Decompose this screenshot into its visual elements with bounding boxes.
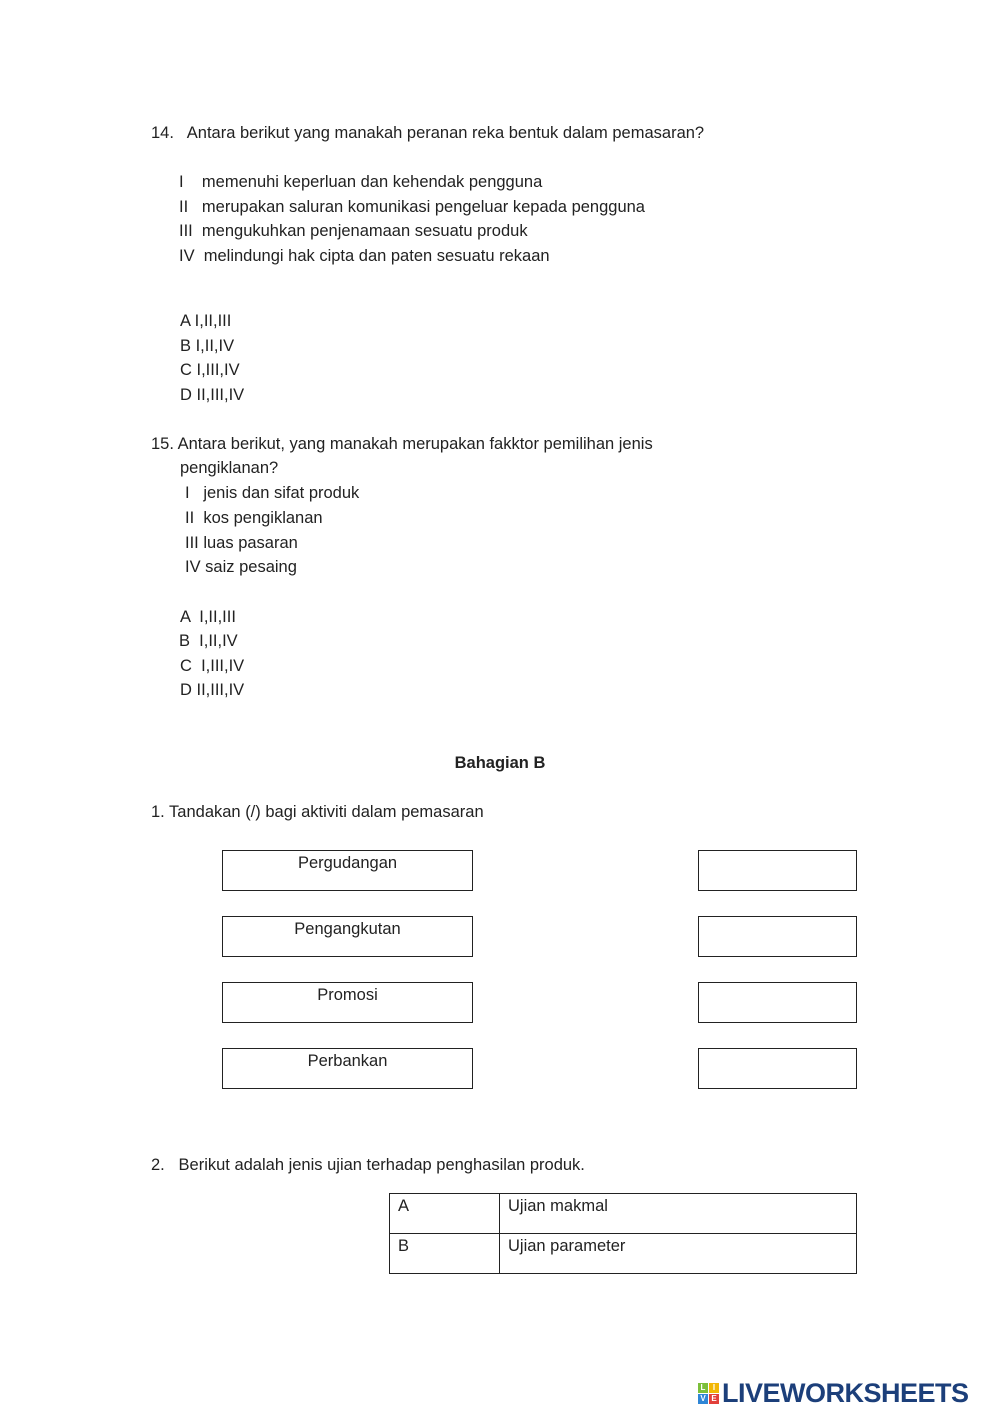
q15-option: B I,II,IV [179,632,238,650]
q14-statement: IV melindungi hak cipta dan paten sesuatu rekaan [179,247,550,265]
q14-question: 14. Antara berikut yang manakah peranan reka bentuk dalam pemasaran? [151,124,705,142]
b-q2-instruction: 2. Berikut adalah jenis ujian terhadap penghasilan produk. [151,1156,585,1174]
q15-option: C I,III,IV [180,657,245,675]
table-cell: Ujian parameter [500,1234,857,1274]
activity-label: Pengangkutan [222,916,473,957]
q14-option: A I,II,III [180,312,232,330]
q14-option: B I,II,IV [180,337,235,355]
q15-option: D II,III,IV [180,681,245,699]
section-heading: Bahagian B [454,754,546,772]
q15-statement: II kos pengiklanan [185,509,323,527]
q15-statement: IV saiz pesaing [185,558,297,576]
table-cell: B [390,1234,500,1274]
table-cell: Ujian makmal [500,1194,857,1234]
test-types-table [389,1193,857,1274]
q15-question: 15. Antara berikut, yang manakah merupakan fakktor pemilihan jenis [151,435,653,453]
b-q1-instruction: 1. Tandakan (/) bagi aktiviti dalam pemasaran [151,803,484,821]
answer-box[interactable] [698,850,857,891]
q15-statement: III luas pasaran [185,534,298,552]
activity-label: Pergudangan [222,850,473,891]
q14-statement: III mengukuhkan penjenamaan sesuatu produk [179,222,528,240]
q14-option: D II,III,IV [180,386,245,404]
q14-statement: I memenuhi keperluan dan kehendak pengguna [179,173,543,191]
activity-label: Promosi [222,982,473,1023]
q15-statement: I jenis dan sifat produk [185,484,360,502]
table-row [390,1194,857,1234]
answer-box[interactable] [698,982,857,1023]
logo-text: LIVEWORKSHEETS [722,1378,969,1408]
answer-box[interactable] [698,1048,857,1089]
activity-label: Perbankan [222,1048,473,1089]
q14-statement: II merupakan saluran komunikasi pengeluar kepada pengguna [179,198,645,216]
q14-option: C I,III,IV [180,361,240,379]
answer-box[interactable] [698,916,857,957]
liveworksheets-logo [698,1378,969,1409]
logo-icon: L I V E [698,1383,719,1404]
q15-option: A I,II,III [180,608,236,626]
table-cell: A [390,1194,500,1234]
q15-question-cont: pengiklanan? [180,459,279,477]
table-row [390,1234,857,1274]
